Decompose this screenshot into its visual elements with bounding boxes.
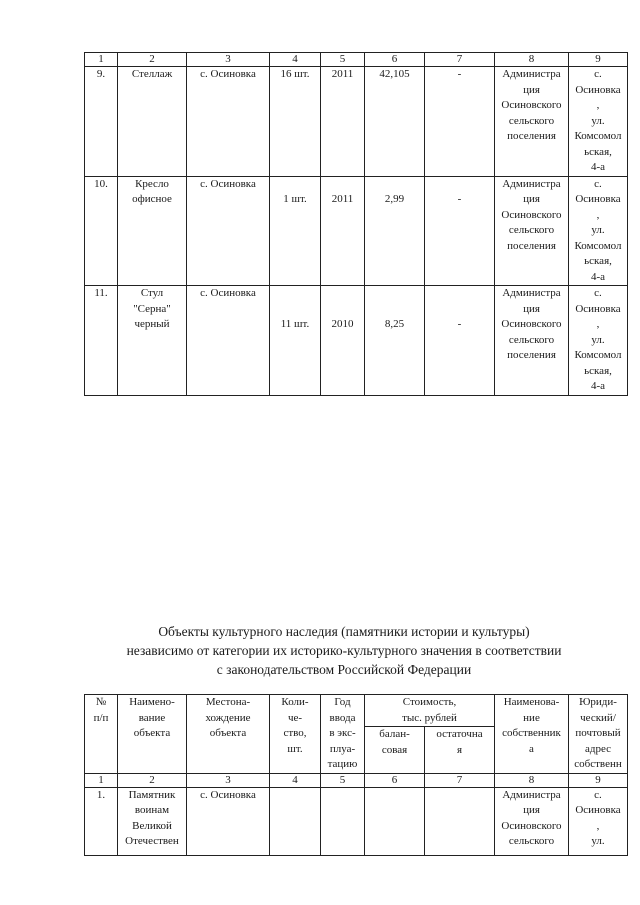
owner-name: Администра ция Осиновского сельского [495, 787, 569, 855]
table-row [85, 787, 628, 855]
section-title [84, 622, 604, 679]
row-number: 9. [85, 67, 118, 177]
section-title-line: с законодательством Российской Федерации [216, 662, 472, 677]
object-quantity: 1 шт. [270, 176, 321, 286]
object-quantity: 11 шт. [270, 286, 321, 396]
commission-year: 2010 [321, 286, 365, 396]
commission-year [321, 787, 365, 855]
table-row [85, 176, 628, 286]
section-title-line: Объекты культурного наследия (памятники истории и культуры) [158, 624, 530, 639]
object-location: с. Осиновка [187, 286, 270, 396]
col-number: 4 [270, 773, 321, 787]
col-number: 6 [365, 773, 425, 787]
balance-cost: 42,105 [365, 67, 425, 177]
header-quantity: Коли- че- ство, шт. [270, 695, 321, 774]
row-number: 1. [85, 787, 118, 855]
cultural-heritage-table [84, 694, 628, 856]
col-number: 9 [569, 773, 628, 787]
header-address: Юриди- ческий/ почтовый адрес собственн [569, 695, 628, 774]
col-number: 5 [321, 773, 365, 787]
balance-cost [365, 787, 425, 855]
residual-cost: - [425, 176, 495, 286]
header-num: № п/п [85, 695, 118, 774]
col-number: 1 [85, 53, 118, 67]
col-number: 2 [118, 773, 187, 787]
col-number: 1 [85, 773, 118, 787]
commission-year: 2011 [321, 176, 365, 286]
owner-name: Администра ция Осиновского сельского поселения [495, 286, 569, 396]
col-number: 7 [425, 53, 495, 67]
object-location: с. Осиновка [187, 787, 270, 855]
balance-cost: 8,25 [365, 286, 425, 396]
col-number: 8 [495, 773, 569, 787]
header-owner: Наименова- ние собственник а [495, 695, 569, 774]
col-number: 8 [495, 53, 569, 67]
object-quantity [270, 787, 321, 855]
residual-cost: - [425, 67, 495, 177]
header-year: Год ввода в экс- плуа- тацию [321, 695, 365, 774]
inventory-table [84, 52, 628, 396]
header-row [85, 695, 628, 727]
header-location: Местона- хождение объекта [187, 695, 270, 774]
object-name: Кресло офисное [118, 176, 187, 286]
object-name: Стул "Серна" черный [118, 286, 187, 396]
residual-cost [425, 787, 495, 855]
header-name: Наимено- вание объекта [118, 695, 187, 774]
col-number: 6 [365, 53, 425, 67]
col-number: 3 [187, 53, 270, 67]
object-location: с. Осиновка [187, 176, 270, 286]
object-quantity: 16 шт. [270, 67, 321, 177]
table-row [85, 67, 628, 177]
row-number: 10. [85, 176, 118, 286]
object-name: Памятник воинам Великой Отечествен [118, 787, 187, 855]
col-number: 4 [270, 53, 321, 67]
column-number-row [85, 773, 628, 787]
col-number: 2 [118, 53, 187, 67]
column-number-row [85, 53, 628, 67]
header-cost-group: Стоимость, тыс. рублей [365, 695, 495, 727]
owner-address: с. Осиновка , ул. Комсомол ьская, 4-а [569, 176, 628, 286]
col-number: 9 [569, 53, 628, 67]
object-location: с. Осиновка [187, 67, 270, 177]
balance-cost: 2,99 [365, 176, 425, 286]
residual-cost: - [425, 286, 495, 396]
header-residual: остаточна я [425, 727, 495, 773]
table-row [85, 286, 628, 396]
object-name: Стеллаж [118, 67, 187, 177]
owner-name: Администра ция Осиновского сельского поселения [495, 67, 569, 177]
owner-address: с. Осиновка , ул. Комсомол ьская, 4-а [569, 67, 628, 177]
owner-name: Администра ция Осиновского сельского поселения [495, 176, 569, 286]
commission-year: 2011 [321, 67, 365, 177]
header-balance: балан- совая [365, 727, 425, 773]
col-number: 3 [187, 773, 270, 787]
owner-address: с. Осиновка , ул. [569, 787, 628, 855]
row-number: 11. [85, 286, 118, 396]
section-title-line: независимо от категории их историко-культурного значения в соответствии [126, 643, 562, 658]
col-number: 5 [321, 53, 365, 67]
col-number: 7 [425, 773, 495, 787]
owner-address: с. Осиновка , ул. Комсомол ьская, 4-а [569, 286, 628, 396]
